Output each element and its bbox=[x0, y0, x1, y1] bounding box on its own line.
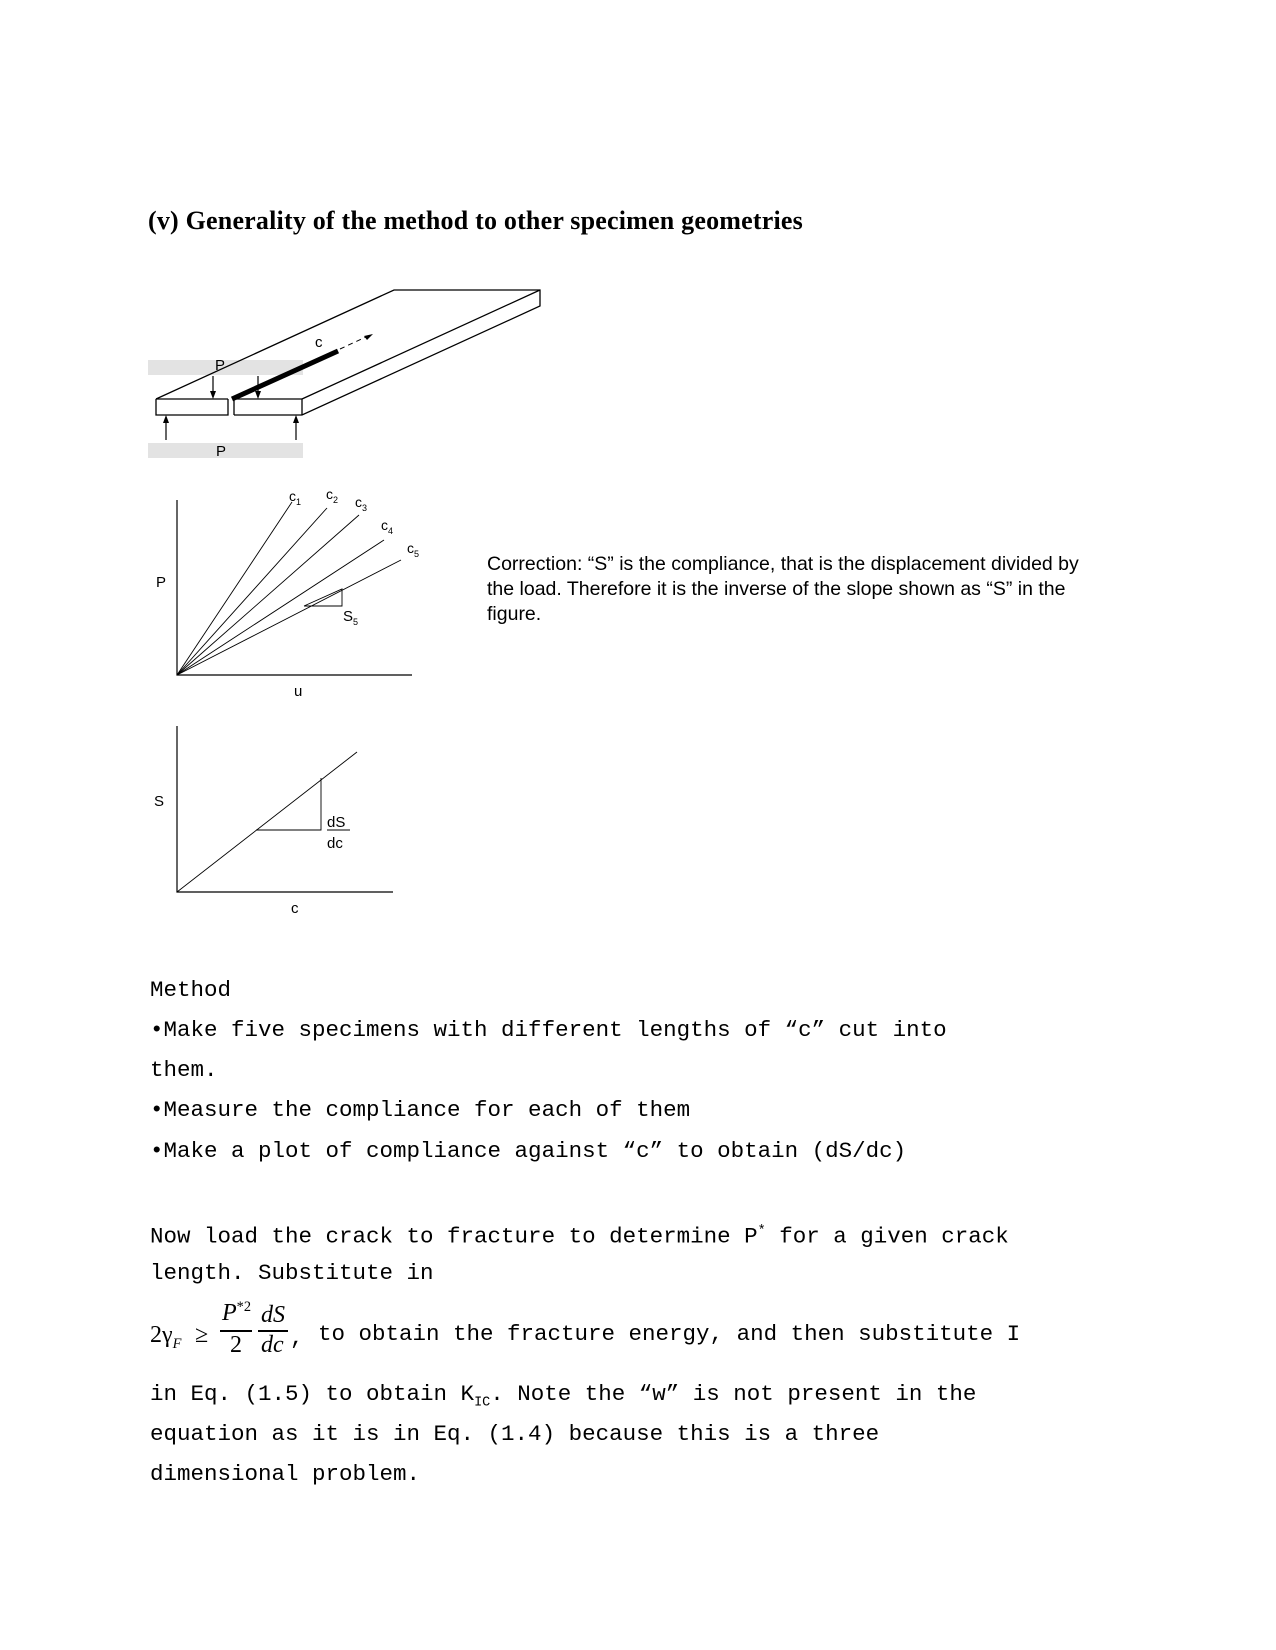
crack-label-c5: $c_5$ bbox=[407, 540, 420, 559]
formula-comma: , bbox=[290, 1325, 304, 1351]
p-axis-label: P bbox=[156, 574, 167, 591]
slope-triangle-dsdc bbox=[256, 778, 321, 830]
slope-denominator: dc bbox=[327, 835, 343, 852]
pu-line-c5 bbox=[177, 560, 401, 675]
pu-line-c3 bbox=[177, 515, 359, 675]
load-label-top: P bbox=[215, 357, 226, 374]
correction-note: Correction: “S” is the compliance, that is the displacement divided by the load. Therefore it is the inverse of the slope shown as “S” in the figure. bbox=[487, 553, 1079, 625]
crack-label-c2: $c_2$ bbox=[326, 486, 339, 505]
pu-axes bbox=[177, 500, 412, 675]
crack-extension bbox=[340, 336, 368, 349]
slope-label-s5: $S_5$ bbox=[343, 608, 359, 627]
crack-label-c1: $c_1$ bbox=[289, 488, 302, 507]
load-label-bottom: P bbox=[216, 443, 227, 460]
formula-relation: ≥ bbox=[195, 1322, 209, 1348]
slope-triangle-s5 bbox=[304, 589, 342, 606]
formula-trailing-text: to obtain the fracture energy, and then substitute I bbox=[318, 1321, 1021, 1347]
crack-label: c bbox=[315, 334, 323, 351]
formula-lhs: $2\gamma_F$ bbox=[150, 1322, 182, 1352]
s-axis-label: S bbox=[154, 793, 165, 810]
crack-label-c3: $c_3$ bbox=[355, 494, 368, 513]
closing-line-2: equation as it is in Eq. (1.4) because this is a three bbox=[150, 1421, 880, 1447]
load-displacement-plot bbox=[156, 486, 419, 700]
c-axis-label: c bbox=[291, 900, 299, 917]
method-title: Method bbox=[150, 977, 232, 1003]
p-star-superscript: * bbox=[757, 1224, 766, 1239]
method-bullet-2: •Measure the compliance for each of them bbox=[150, 1097, 691, 1123]
closing-line-1: in Eq. (1.5) to obtain $K_{IC}$. Note the “w” is not present in the bbox=[150, 1381, 977, 1411]
u-axis-label: u bbox=[294, 683, 303, 700]
crack-arrowhead bbox=[364, 334, 373, 340]
formula-numerator-p: $P^{*2}$ bbox=[222, 1299, 252, 1326]
paragraph-line-2: length. Substitute in bbox=[150, 1260, 434, 1286]
crack-label-c4: $c_4$ bbox=[381, 517, 394, 536]
load-arrows bbox=[163, 376, 299, 440]
method-bullet-1-cont: them. bbox=[150, 1057, 218, 1083]
closing-line-3: dimensional problem. bbox=[150, 1461, 421, 1487]
method-bullet-3: •Make a plot of compliance against “c” to obtain (dS/dc) bbox=[150, 1138, 907, 1164]
formula-denominator-dc: dc bbox=[261, 1332, 284, 1358]
paragraph-line-1: Now load the crack to fracture to determine P* for a given crack bbox=[150, 1223, 1009, 1250]
formula-denominator-2: 2 bbox=[230, 1332, 242, 1358]
method-bullet-1: •Make five specimens with different lengths of “c” cut into bbox=[150, 1017, 947, 1043]
section-heading: (v) Generality of the method to other specimen geometries bbox=[148, 206, 803, 235]
slope-numerator: dS bbox=[327, 814, 346, 831]
kic-subscript: IC bbox=[474, 1395, 491, 1411]
compliance-plot bbox=[154, 726, 393, 917]
formula-numerator-ds: dS bbox=[261, 1302, 285, 1328]
